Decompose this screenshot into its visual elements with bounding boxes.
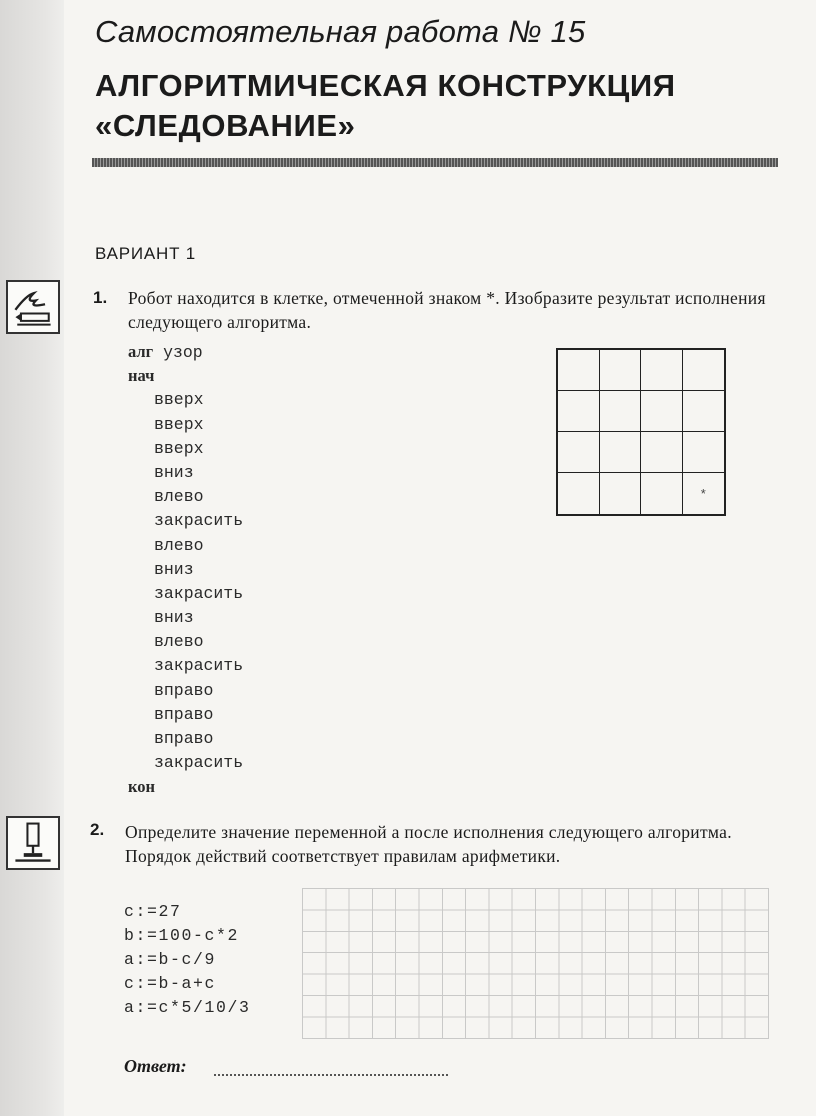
assignment-line: c:=27 bbox=[124, 902, 182, 921]
title-divider bbox=[92, 158, 778, 167]
task1-number: 1. bbox=[93, 288, 108, 307]
grid-cell[interactable] bbox=[683, 350, 725, 391]
assignment-line: a:=b-c/9 bbox=[124, 950, 217, 969]
alg-keyword: алг bbox=[128, 342, 154, 361]
algorithm-command: закрасить bbox=[154, 511, 244, 531]
answer-label: Ответ: bbox=[124, 1056, 187, 1076]
alg-name: узор bbox=[163, 343, 203, 362]
start-keyword: нач bbox=[128, 366, 155, 386]
grid-cell[interactable] bbox=[641, 391, 683, 432]
grid-cell[interactable] bbox=[600, 391, 642, 432]
algorithm-command: вниз bbox=[154, 462, 194, 482]
algorithm-command: вправо bbox=[154, 680, 214, 700]
algorithm-command: закрасить bbox=[154, 753, 244, 773]
topic-title bbox=[95, 66, 676, 146]
algorithm-command: закрасить bbox=[154, 583, 244, 603]
grid-cell[interactable] bbox=[683, 391, 725, 432]
algorithm-command: закрасить bbox=[154, 656, 244, 676]
task1-text: Робот находится в клетке, отмеченной знаком *. Изобразите результат исполнения следующего алгоритма. bbox=[128, 288, 766, 332]
assignment-line: a:=c*5/10/3 bbox=[124, 998, 251, 1017]
robot-start-cell[interactable]: * bbox=[700, 486, 706, 501]
algorithm-command: влево bbox=[154, 632, 204, 652]
robot-field-grid bbox=[556, 348, 726, 516]
task2-algorithm bbox=[124, 900, 251, 1020]
task2-number: 2. bbox=[90, 820, 105, 839]
pencil-writing-icon bbox=[6, 280, 60, 334]
page-margin-strip bbox=[0, 0, 64, 1116]
grid-cell[interactable] bbox=[641, 473, 683, 514]
algorithm-command: вверх bbox=[154, 438, 204, 458]
topic-title-line-1: АЛГОРИТМИЧЕСКАЯ КОНСТРУКЦИЯ bbox=[95, 68, 676, 103]
command-list bbox=[128, 388, 243, 775]
assignment-line: c:=b-a+c bbox=[124, 974, 217, 993]
task2-text: Определите значение переменной а после исполнения следующего алгоритма. Порядок действий соответствует правилам арифметики. bbox=[125, 822, 732, 866]
algorithm-command: вправо bbox=[154, 729, 214, 748]
algorithm-command: вправо bbox=[154, 704, 214, 724]
algorithm-command: вверх bbox=[154, 414, 204, 434]
grid-cell[interactable] bbox=[600, 473, 642, 514]
grid-cell[interactable] bbox=[558, 391, 600, 432]
algorithm-command: вверх bbox=[154, 390, 204, 410]
algorithm-command: вниз bbox=[154, 559, 194, 579]
assignment-line: b:=100-c*2 bbox=[124, 926, 240, 945]
algorithm-command: влево bbox=[154, 535, 204, 555]
grid-cell[interactable] bbox=[641, 432, 683, 473]
end-keyword: кон bbox=[128, 777, 156, 797]
algorithm-command: влево bbox=[154, 487, 204, 507]
grid-cell[interactable] bbox=[600, 432, 642, 473]
variant-label: ВАРИАНТ 1 bbox=[95, 244, 197, 263]
brush-stand-icon bbox=[6, 816, 60, 870]
grid-cell[interactable] bbox=[683, 432, 725, 473]
grid-cell[interactable] bbox=[600, 350, 642, 391]
grid-cell[interactable] bbox=[641, 350, 683, 391]
algorithm-command: вниз bbox=[154, 608, 194, 628]
grid-cell[interactable] bbox=[558, 350, 600, 391]
answer-field[interactable] bbox=[214, 1074, 448, 1076]
topic-title-line-2: «СЛЕДОВАНИЕ» bbox=[95, 108, 356, 143]
task1-algorithm bbox=[128, 340, 243, 800]
work-title: Самостоятельная работа № 15 bbox=[95, 14, 586, 49]
grid-cell[interactable] bbox=[558, 432, 600, 473]
grid-cell[interactable] bbox=[558, 473, 600, 514]
scratch-grid bbox=[302, 888, 769, 1039]
